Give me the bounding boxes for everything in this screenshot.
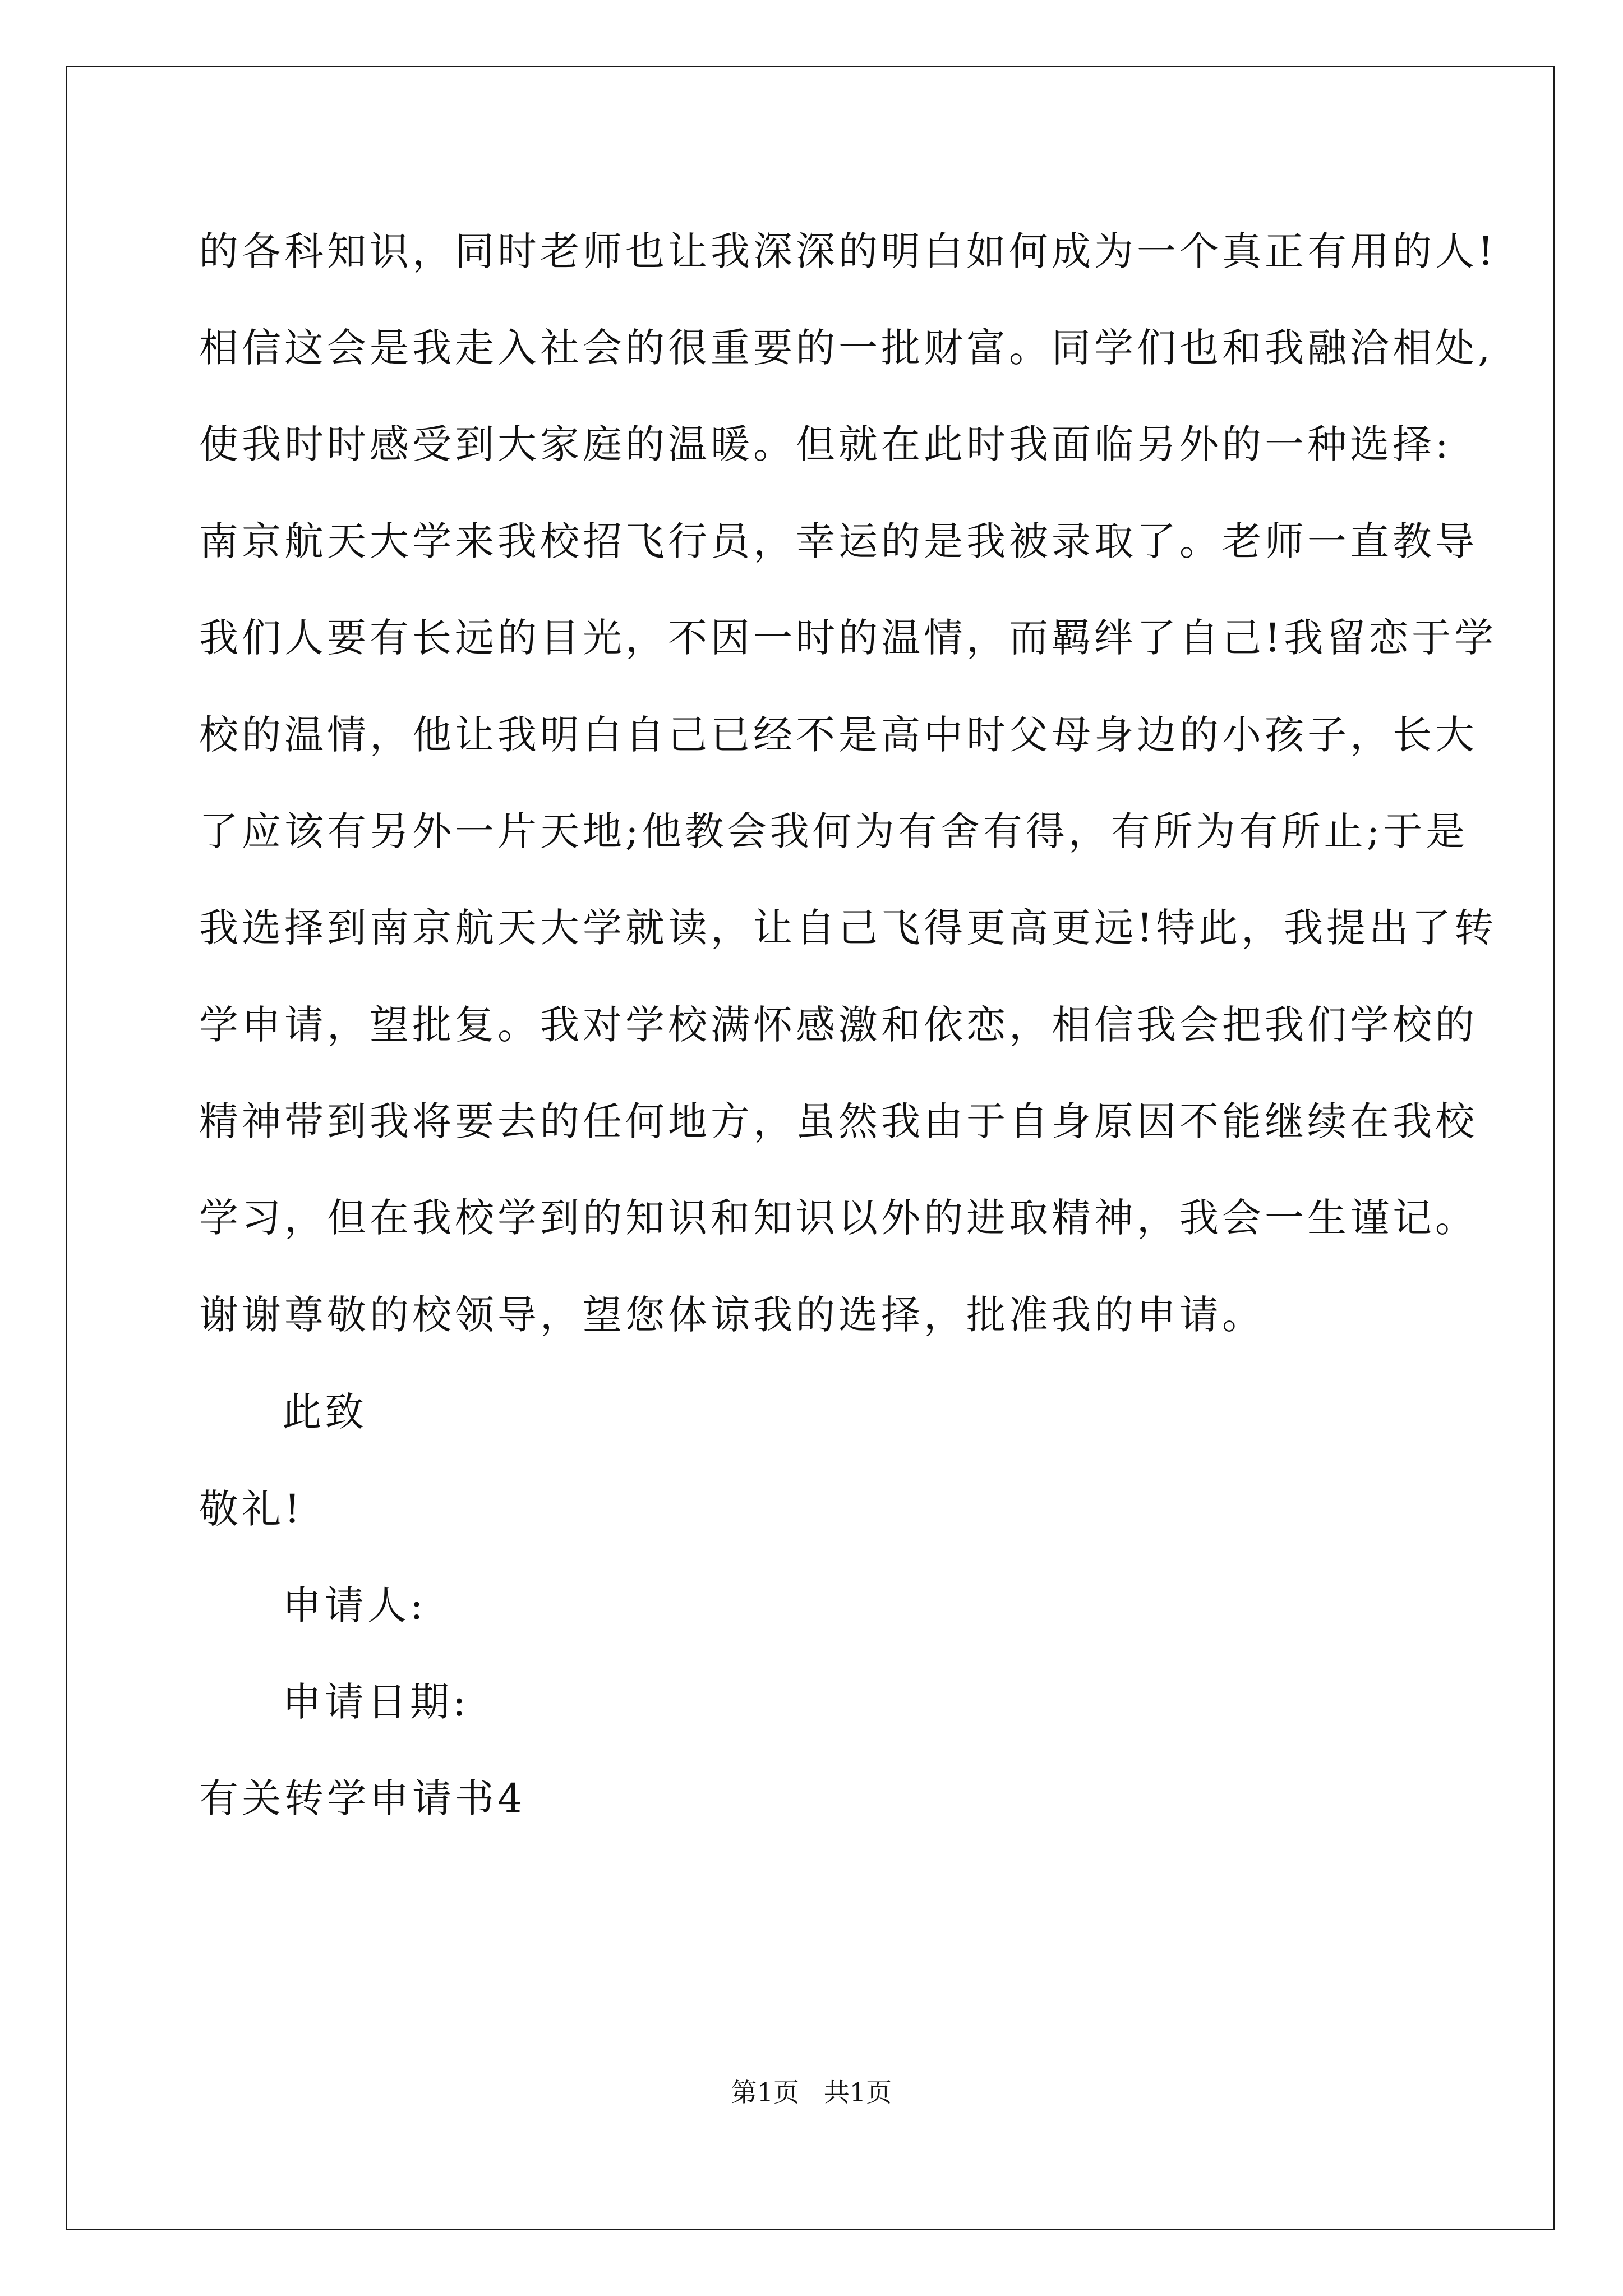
body-line-1: 的各科知识，同时老师也让我深深的明白如何成为一个真正有用的人! — [199, 228, 1497, 274]
closing-phrase: 此致 — [282, 1389, 367, 1435]
body-line-2: 相信这会是我走入社会的很重要的一批财富。同学们也和我融洽相处, — [199, 325, 1494, 371]
body-line-5: 我们人要有长远的目光，不因一时的温情，而羁绊了自己!我留恋于学 — [199, 615, 1497, 661]
next-section-title: 有关转学申请书4 — [199, 1775, 526, 1821]
body-line-9: 学申请，望批复。我对学校满怀感激和依恋，相信我会把我们学校的 — [199, 1002, 1478, 1048]
salutation: 敬礼! — [199, 1486, 304, 1532]
page-footer: 第1页 共1页 — [731, 2077, 892, 2108]
body-line-8: 我选择到南京航天大学就读，让自己飞得更高更远!特此，我提出了转 — [199, 905, 1497, 951]
date-label: 申请日期: — [282, 1679, 469, 1725]
body-line-11: 学习，但在我校学到的知识和知识以外的进取精神，我会一生谨记。 — [199, 1195, 1478, 1241]
body-line-3: 使我时时感受到大家庭的温暖。但就在此时我面临另外的一种选择: — [199, 421, 1452, 467]
body-line-10: 精神带到我将要去的任何地方，虽然我由于自身原因不能继续在我校 — [199, 1098, 1478, 1144]
body-line-6: 校的温情，他让我明白自己已经不是高中时父母身边的小孩子，长大 — [199, 712, 1478, 758]
body-line-4: 南京航天大学来我校招飞行员，幸运的是我被录取了。老师一直教导 — [199, 518, 1478, 564]
body-line-7: 了应该有另外一片天地;他教会我何为有舍有得，有所为有所止;于是 — [199, 808, 1469, 854]
body-line-12: 谢谢尊敬的校领导，望您体谅我的选择，批准我的申请。 — [199, 1292, 1265, 1338]
applicant-label: 申请人: — [282, 1582, 427, 1628]
